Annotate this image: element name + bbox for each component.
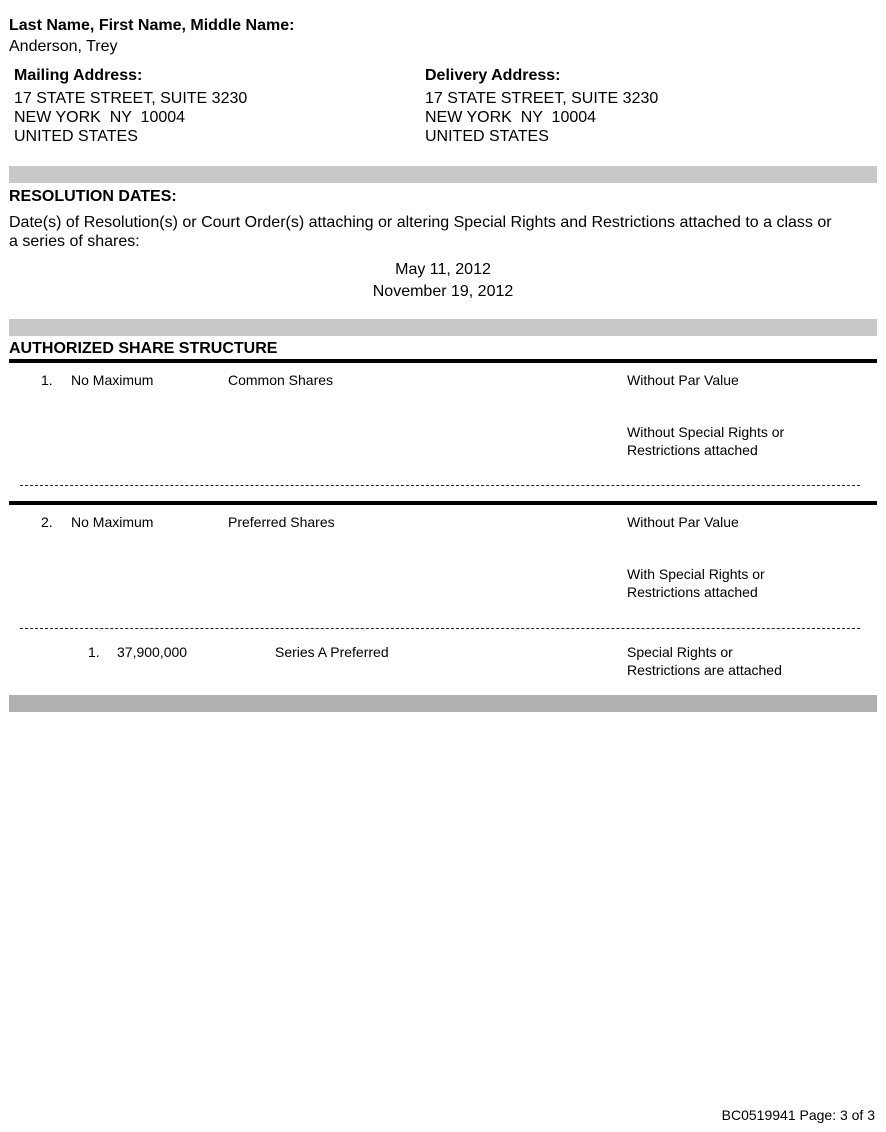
series-max: 37,900,000 [117,644,188,660]
name-label: Last Name, First Name, Middle Name: [9,17,295,34]
name-value: Anderson, Trey [9,38,118,55]
section-divider-band [9,695,877,712]
share-class-par-value: Without Par Value [627,372,739,388]
resolution-description-line-1: Date(s) of Resolution(s) or Court Order(s) attaching or altering Special Rights and Restrictions attached to a class or [9,214,832,231]
series-rights-line-1: Special Rights or [627,644,733,660]
delivery-address-line-2: NEW YORK NY 10004 [425,109,597,126]
resolution-date: May 11, 2012 [395,261,491,278]
resolution-description-line-2: a series of shares: [9,233,140,250]
share-class-rule [9,359,877,363]
delivery-address [425,89,658,146]
mailing-address-line-2: NEW YORK NY 10004 [14,109,186,126]
series-name: Series A Preferred [275,644,389,660]
page-footer: BC0519941 Page: 3 of 3 [721,1107,875,1123]
delivery-address-line-3: UNITED STATES [425,128,549,145]
share-class-rights [627,424,784,459]
series-rights-line-2: Restrictions are attached [627,661,782,678]
share-class-max: No Maximum [71,514,154,530]
series-rights [627,644,782,679]
share-class-rights-line-2: Restrictions attached [627,583,758,600]
share-class-max: No Maximum [71,372,154,388]
section-divider-band [9,166,877,183]
dashed-separator [20,485,860,486]
mailing-address-label: Mailing Address: [14,67,143,84]
delivery-address-line-1: 17 STATE STREET, SUITE 3230 [425,90,659,107]
delivery-address-label: Delivery Address: [425,67,561,84]
share-structure-title: AUTHORIZED SHARE STRUCTURE [9,340,278,357]
share-class-number: 2. [41,514,53,530]
share-class-rights [627,566,765,601]
series-number: 1. [88,644,100,660]
share-class-par-value: Without Par Value [627,514,739,530]
resolution-description [9,213,879,251]
share-class-rights-line-2: Restrictions attached [627,441,758,458]
dashed-separator [20,628,860,629]
share-class-name: Preferred Shares [228,514,335,530]
mailing-address [14,89,247,146]
resolution-date: November 19, 2012 [372,283,514,300]
resolution-dates-title: RESOLUTION DATES: [9,188,177,205]
share-class-rights-line-1: With Special Rights or [627,566,765,582]
resolution-dates-list [0,259,886,303]
mailing-address-line-1: 17 STATE STREET, SUITE 3230 [14,90,248,107]
share-class-rule [9,501,877,505]
share-class-number: 1. [41,372,53,388]
share-class-name: Common Shares [228,372,334,388]
section-divider-band [9,319,877,336]
mailing-address-line-3: UNITED STATES [14,128,138,145]
share-class-rights-line-1: Without Special Rights or [627,424,785,440]
